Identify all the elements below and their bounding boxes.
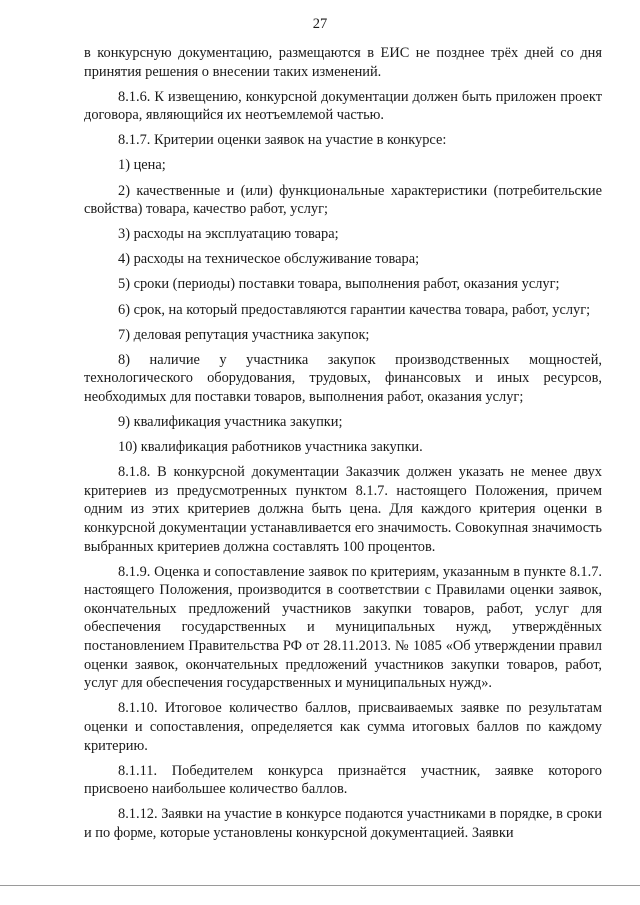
paragraph-p-8-1-6: 8.1.6. К извещению, конкурсной документации должен быть приложен проект договора, являющийся их неотъемлемой частью. [84, 88, 602, 124]
paragraph-p-8-1-8: 8.1.8. В конкурсной документации Заказчик должен указать не менее двух критериев из предусмотренных пунктом 8.1.7. настоящего Положения, причем одним из этих критериев должна быть цена. Для каждого критерия оценки в конкурсной документации устанавливается его значимость. Совокупная значимость выбранных критериев должна составлять 100 процентов. [84, 464, 602, 555]
paragraph-criterion-9: 9) квалификация участника закупки; [118, 414, 343, 430]
paragraph-p-8-1-11: 8.1.11. Победителем конкурса признаётся участник, заявке которого присвоено наибольшее количество баллов. [84, 762, 602, 798]
paragraph-criterion-3: 3) расходы на эксплуатацию товара; [118, 226, 339, 243]
paragraph-p-continuation: в конкурсную документацию, размещаются в ЕИС не позднее трёх дней со дня принятия решения о внесении таких изменений. [84, 45, 602, 80]
paragraph-criterion-5: 5) сроки (периоды) поставки товара, выполнения работ, оказания услуг; [118, 276, 560, 293]
paragraph-criterion-6: 6) срок, на который предоставляются гарантии качества товара, работ, услуг; [118, 301, 591, 318]
paragraph-criterion-8: 8) наличие у участника закупок производственных мощностей, технологического оборудования, трудовых, финансовых и иных ресурсов, необходимых для поставки товаров, выполнения работ, оказания услуг; [84, 351, 602, 405]
paragraph-p-8-1-12: 8.1.12. Заявки на участие в конкурсе подаются участниками в порядке, в сроки и по форме, которые установлены конкурсной документацией. Заявки [84, 806, 602, 841]
paragraph-p-8-1-7: 8.1.7. Критерии оценки заявок на участие в конкурсе: [118, 132, 447, 149]
paragraph-criterion-10: 10) квалификация работников участника закупки. [118, 439, 423, 456]
document-body [84, 44, 602, 849]
paragraph-criterion-1: 1) цена; [118, 157, 166, 174]
paragraph-p-8-1-10: 8.1.10. Итоговое количество баллов, присваиваемых заявке по результатам оценки и сопоставления, определяется как сумма итоговых баллов по каждому критерию. [84, 700, 602, 754]
bottom-edge-line [0, 885, 640, 886]
page-number: 27 [312, 16, 328, 32]
paragraph-criterion-4: 4) расходы на техническое обслуживание товара; [118, 251, 420, 268]
paragraph-criterion-2: 2) качественные и (или) функциональные характеристики (потребительские свойства) товара, качество работ, услуг; [84, 182, 602, 218]
paragraph-p-8-1-9: 8.1.9. Оценка и сопоставление заявок по критериям, указанным в пункте 8.1.7. настоящего Положения, производится в соответствии с Правилами оценки заявок, окончательных предложений участников закупки товаров, работ, услуг для обеспечения государственных и муниципальных нужд, утверждённых постановлением Правительства РФ от 28.11.2013. № 1085 «Об утверждении правил оценки заявок, окончательных предложений участников закупки товаров, работ, услуг для обеспечения государственных и муниципальных нужд». [84, 563, 602, 692]
paragraph-criterion-7: 7) деловая репутация участника закупок; [118, 326, 370, 343]
